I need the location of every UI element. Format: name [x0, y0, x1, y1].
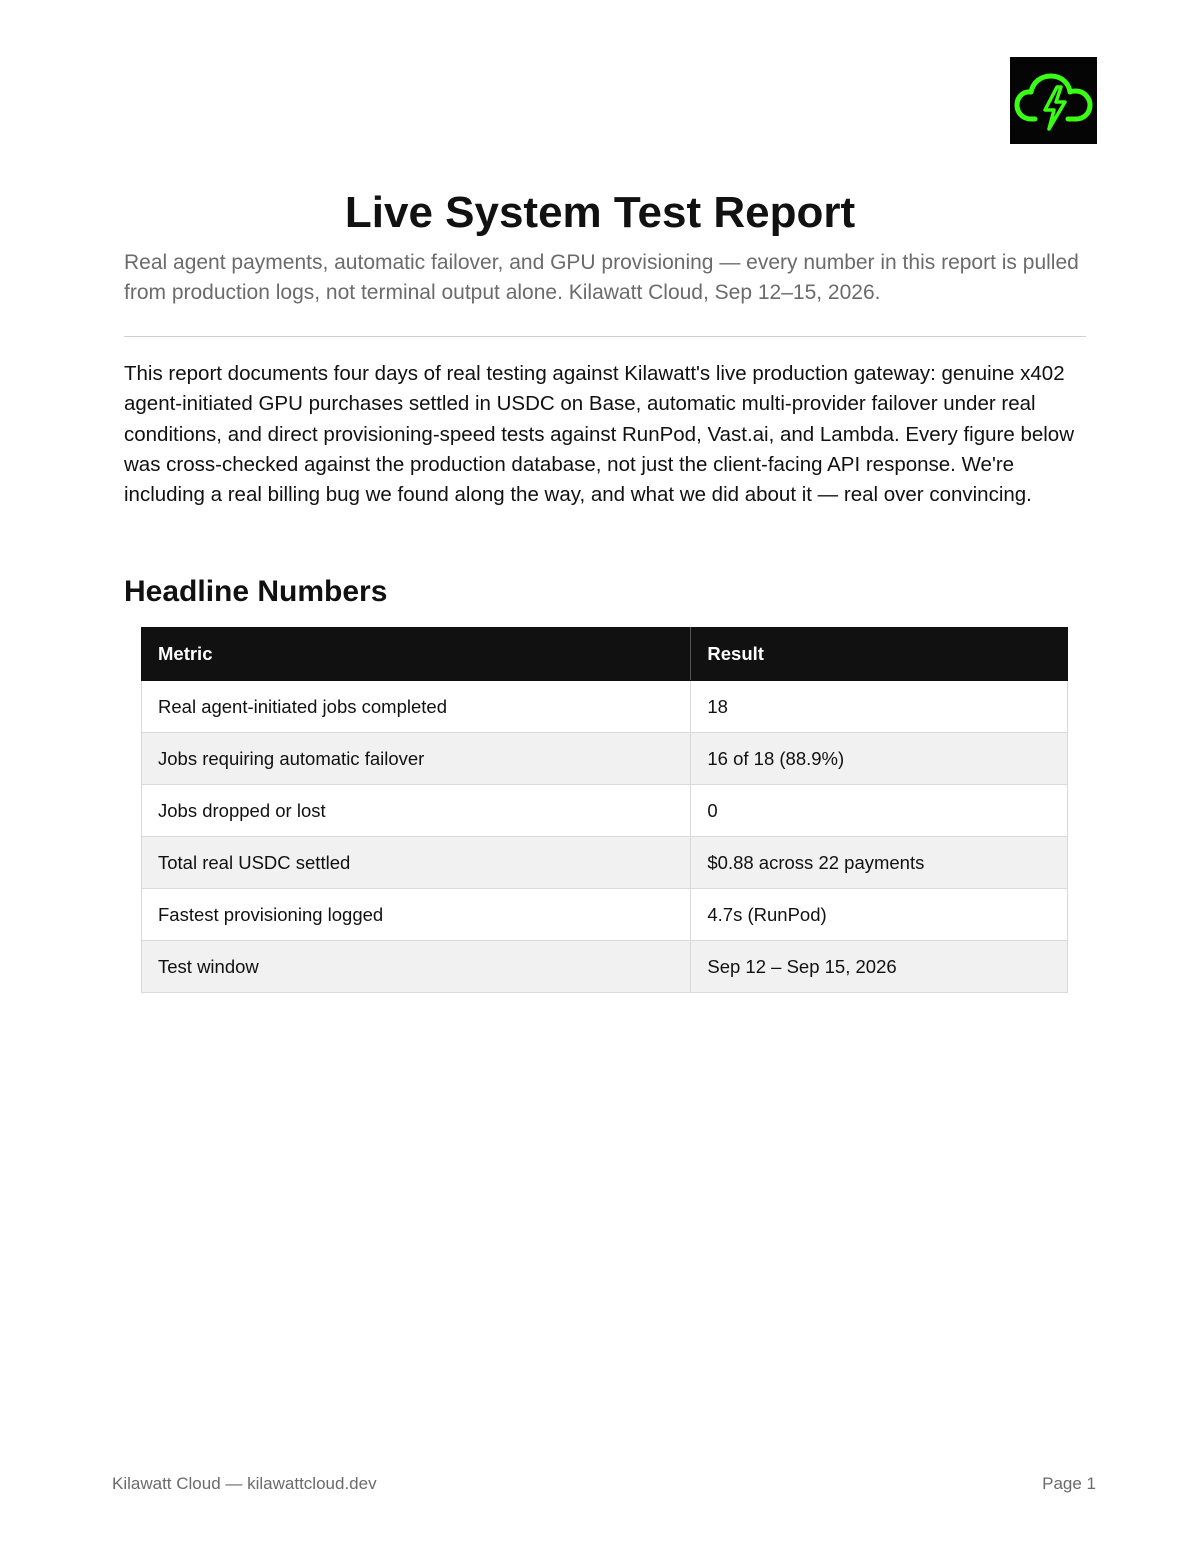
header-divider	[124, 336, 1086, 337]
table-header-row	[142, 628, 1068, 681]
metric-cell: Jobs requiring automatic failover	[142, 733, 691, 785]
result-cell: Sep 12 – Sep 15, 2026	[691, 941, 1068, 993]
section-heading-headline-numbers: Headline Numbers	[124, 575, 388, 608]
page-subtitle: Real agent payments, automatic failover, and GPU provisioning — every number in this report is pulled from production logs, not terminal output alone. Kilawatt Cloud, Sep 12–15, 2026.	[124, 251, 1079, 304]
table-row	[142, 681, 1068, 733]
cloud-lightning-icon	[1010, 57, 1097, 144]
page-title: Live System Test Report	[344, 188, 856, 237]
metric-cell: Jobs dropped or lost	[142, 785, 691, 837]
table-row	[142, 889, 1068, 941]
metric-cell: Real agent-initiated jobs completed	[142, 681, 691, 733]
table-row	[142, 785, 1068, 837]
footer-site-link: Kilawatt Cloud — kilawattcloud.dev	[112, 1474, 377, 1493]
result-cell: 0	[691, 785, 1068, 837]
footer-page-number: Page 1	[1042, 1474, 1096, 1493]
metric-cell: Fastest provisioning logged	[142, 889, 691, 941]
result-cell: 16 of 18 (88.9%)	[691, 733, 1068, 785]
table-row	[142, 837, 1068, 889]
kilawatt-logo	[1010, 57, 1097, 144]
table-row	[142, 733, 1068, 785]
column-header-result: Result	[691, 628, 1068, 681]
result-cell: $0.88 across 22 payments	[691, 837, 1068, 889]
result-cell: 18	[691, 681, 1068, 733]
column-header-metric: Metric	[142, 628, 691, 681]
metric-cell: Total real USDC settled	[142, 837, 691, 889]
result-cell: 4.7s (RunPod)	[691, 889, 1068, 941]
metric-cell: Test window	[142, 941, 691, 993]
headline-numbers-table	[141, 627, 1068, 993]
table-row	[142, 941, 1068, 993]
intro-paragraph: This report documents four days of real testing against Kilawatt's live production gateway: genuine x402 agent-initiated GPU purchases settled in USDC on Base, automatic multi-provider failover under real conditions, and direct provisioning-speed tests against RunPod, Vast.ai, and Lambda. Every figure below was cross-checked against the production database, not just the client-facing API response. We're including a real billing bug we found along the way, and what we did about it — real over convincing.	[124, 362, 1075, 507]
